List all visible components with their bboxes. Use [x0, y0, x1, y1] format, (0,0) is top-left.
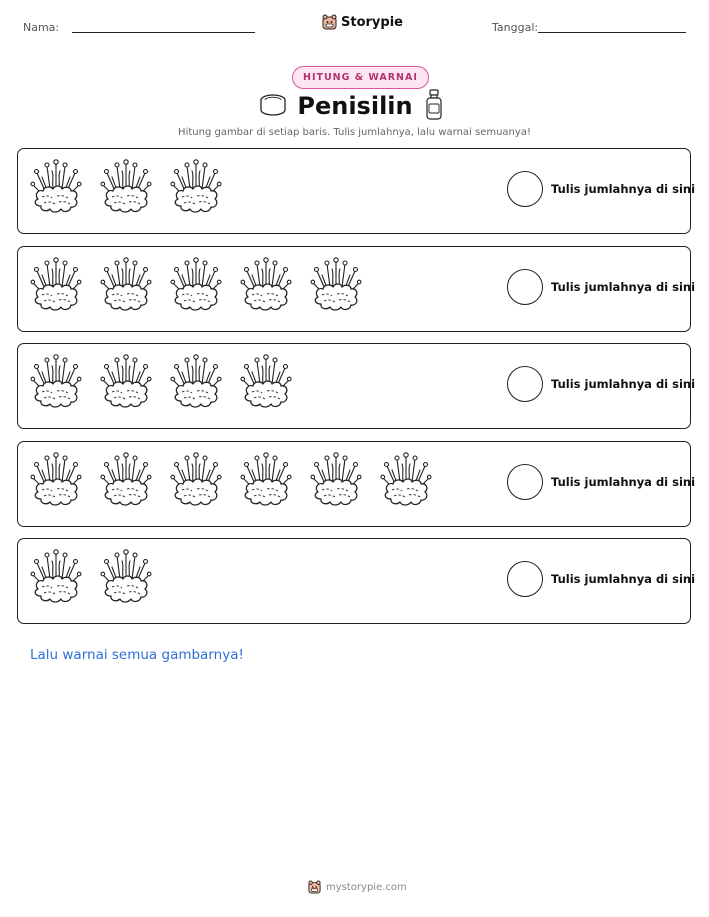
counting-items	[30, 157, 222, 219]
answer-label: Tulis jumlahnya di sini	[551, 182, 696, 196]
counting-row	[17, 538, 696, 624]
answer-circle[interactable]	[507, 366, 543, 402]
penicillium-mold-icon	[100, 450, 152, 512]
penicillium-mold-icon	[100, 255, 152, 317]
counting-items	[30, 255, 362, 317]
penicillium-mold-icon	[30, 450, 82, 512]
penicillium-mold-icon	[30, 255, 82, 317]
answer-label: Tulis jumlahnya di sini	[551, 474, 696, 489]
penicillium-mold-icon	[100, 352, 152, 414]
penicillium-mold-icon	[30, 352, 82, 414]
answer-label: Tulis jumlahnya di sini	[551, 572, 696, 586]
penicillium-mold-icon	[310, 255, 362, 317]
penicillium-mold-icon	[170, 352, 222, 414]
footer-site[interactable]	[308, 880, 407, 894]
penicillium-mold-icon	[240, 450, 292, 512]
counting-row	[17, 246, 696, 332]
penicillium-mold-icon	[240, 352, 292, 414]
penicillium-mold-icon	[30, 547, 82, 609]
storypie-mascot-icon	[308, 880, 321, 894]
answer-circle[interactable]	[507, 171, 543, 207]
storypie-mascot-icon	[322, 14, 337, 30]
name-line[interactable]	[72, 32, 255, 33]
penicillium-mold-icon	[170, 450, 222, 512]
date-label: Tanggal:	[492, 21, 539, 34]
penicillium-mold-icon	[170, 255, 222, 317]
petri-dish-icon	[259, 92, 287, 118]
counting-row	[17, 148, 696, 234]
penicillium-mold-icon	[30, 157, 82, 219]
answer-circle[interactable]	[507, 561, 543, 597]
date-line[interactable]	[538, 32, 686, 33]
answer-label: Tulis jumlahnya di sini	[551, 279, 696, 294]
answer-circle[interactable]	[507, 269, 543, 305]
page-title: Penisilin	[297, 92, 413, 120]
counting-row	[17, 343, 696, 429]
penicillium-mold-icon	[380, 450, 432, 512]
counting-items	[30, 352, 292, 414]
answer-circle[interactable]	[507, 464, 543, 500]
brand-name: Storypie	[341, 14, 403, 30]
name-label: Nama:	[23, 21, 60, 34]
instruction-text: Hitung gambar di setiap baris. Tulis jumlahnya, lalu warnai semuanya!	[178, 127, 531, 138]
footer-site-text: mystorypie.com	[326, 881, 407, 893]
counting-row	[17, 441, 696, 527]
penicillium-mold-icon	[310, 450, 362, 512]
penicillium-mold-icon	[170, 157, 222, 219]
answer-label: Tulis jumlahnya di sini	[551, 377, 696, 391]
penicillium-mold-icon	[100, 157, 152, 219]
counting-items	[30, 450, 432, 512]
medicine-vial-icon	[425, 89, 443, 121]
activity-badge: HITUNG & WARNAI	[292, 66, 429, 89]
footer-note: Lalu warnai semua gambarnya!	[30, 647, 244, 663]
counting-items	[30, 547, 152, 609]
penicillium-mold-icon	[100, 547, 152, 609]
penicillium-mold-icon	[240, 255, 292, 317]
brand-logo	[322, 14, 403, 30]
